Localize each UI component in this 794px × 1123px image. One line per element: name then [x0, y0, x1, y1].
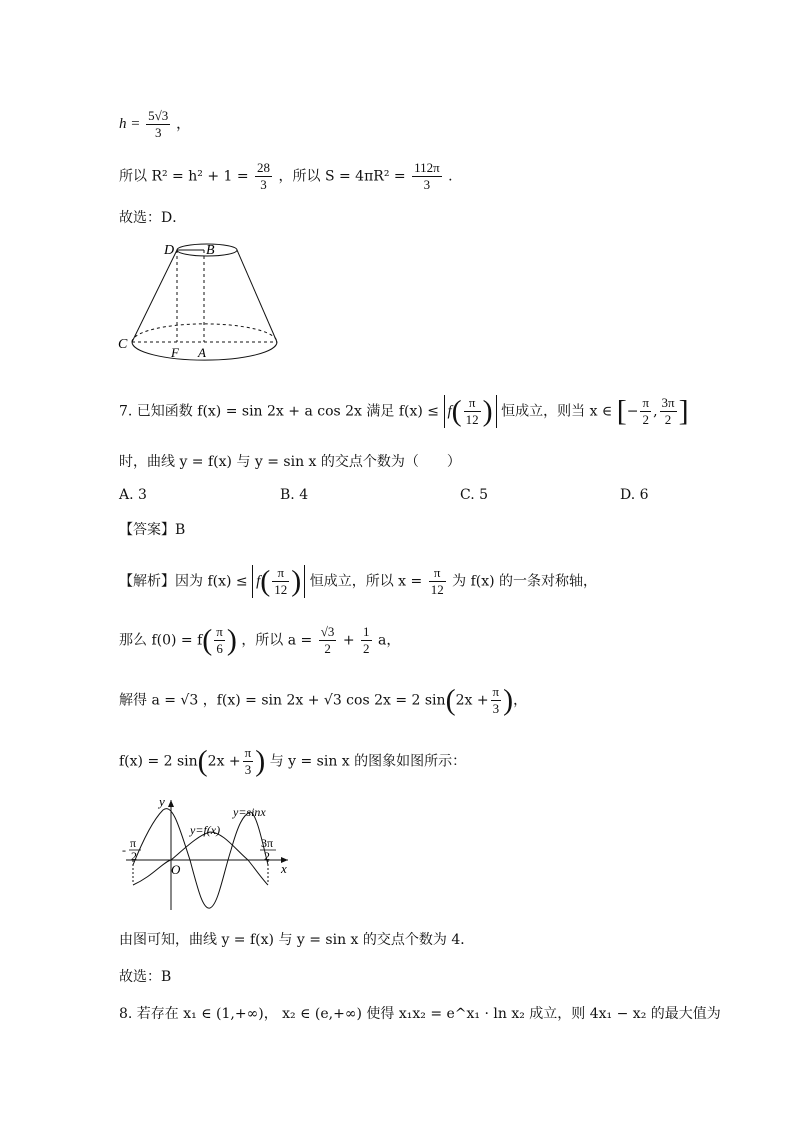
option-B: B. 4 — [280, 487, 309, 503]
analysis-line-2: 那么 f(0) = f( $\frac{\pi}{6}$ ) ，所以 a = $\frac{√3}{2}$ + $\frac{1}{2}$ a， — [119, 623, 401, 657]
origin-label: O — [171, 862, 181, 877]
tick-neg-two: 2 — [131, 849, 137, 863]
label-D: D — [164, 243, 175, 258]
frustum-figure — [112, 238, 292, 363]
option-C: C. 5 — [460, 487, 489, 503]
question-7-line2: 时，曲线 y = f(x) 与 y = sin x 的交点个数为（ ） — [119, 454, 461, 470]
label-sinx: y=sinx — [233, 805, 266, 819]
option-D: D. 6 — [620, 487, 649, 503]
formula-h: h = $\frac{5√3}{3}$ ， — [119, 108, 192, 140]
answer: 【答案】B — [119, 522, 186, 538]
label-B: B — [206, 243, 215, 258]
formula-R: 所以 R² = h² + 1 = $\frac{28}{3}$ ，所以 S = 4πR² = $\frac{112\pi}{3}$ . — [119, 160, 453, 192]
label-A: A — [198, 345, 206, 360]
analysis-line-3: 解得 a = √3 ，f(x) = sin 2x + √3 cos 2x = 2 sin(2x + $\frac{\pi}{3}$ )， — [119, 683, 528, 717]
tick-neg-pi: π — [130, 836, 137, 850]
analysis-line-1: 【解析】因为 f(x) ≤ f( $\frac{\pi}{12}$ ) 恒成立，所以 x = $\frac{\pi}{12}$ 为 f(x) 的一条对称轴， — [119, 564, 598, 598]
option-A: A. 3 — [119, 487, 147, 503]
label-C: C — [118, 337, 128, 352]
choose-6: 故选：D． — [119, 210, 187, 226]
question-8: 8. 若存在 x₁ ∈ (1,+∞)， x₂ ∈ (e,+∞) 使得 x₁x₂ = e^x₁ · ln x₂ 成立，则 4x₁ − x₂ 的最大值为 — [119, 1006, 721, 1022]
conclusion: 由图可知，曲线 y = f(x) 与 y = sin x 的交点个数为 4． — [119, 932, 475, 948]
label-F: F — [171, 345, 179, 360]
tick-threepi: 3π — [261, 836, 274, 850]
label-fx: y=f(x) — [190, 823, 221, 837]
axis-y-label: y — [159, 794, 165, 809]
graph-figure — [118, 790, 298, 915]
tick-three-two: 2 — [264, 849, 270, 863]
choose-7: 故选：B — [119, 969, 172, 985]
tick-neg-sign: - — [122, 843, 126, 857]
axis-x-label: x — [281, 861, 287, 876]
question-7: 7. 已知函数 f(x) = sin 2x + a cos 2x 满足 f(x) ≤ f( $\frac{\pi}{12}$ ) 恒成立，则当 x ∈ [− $\frac{\pi}{2}$ , $\frac{3\pi}{2}$ ] — [119, 394, 689, 428]
analysis-line-4: f(x) = 2 sin(2x + $\frac{\pi}{3}$ ) 与 y = sin x 的图象如图所示： — [119, 744, 467, 778]
